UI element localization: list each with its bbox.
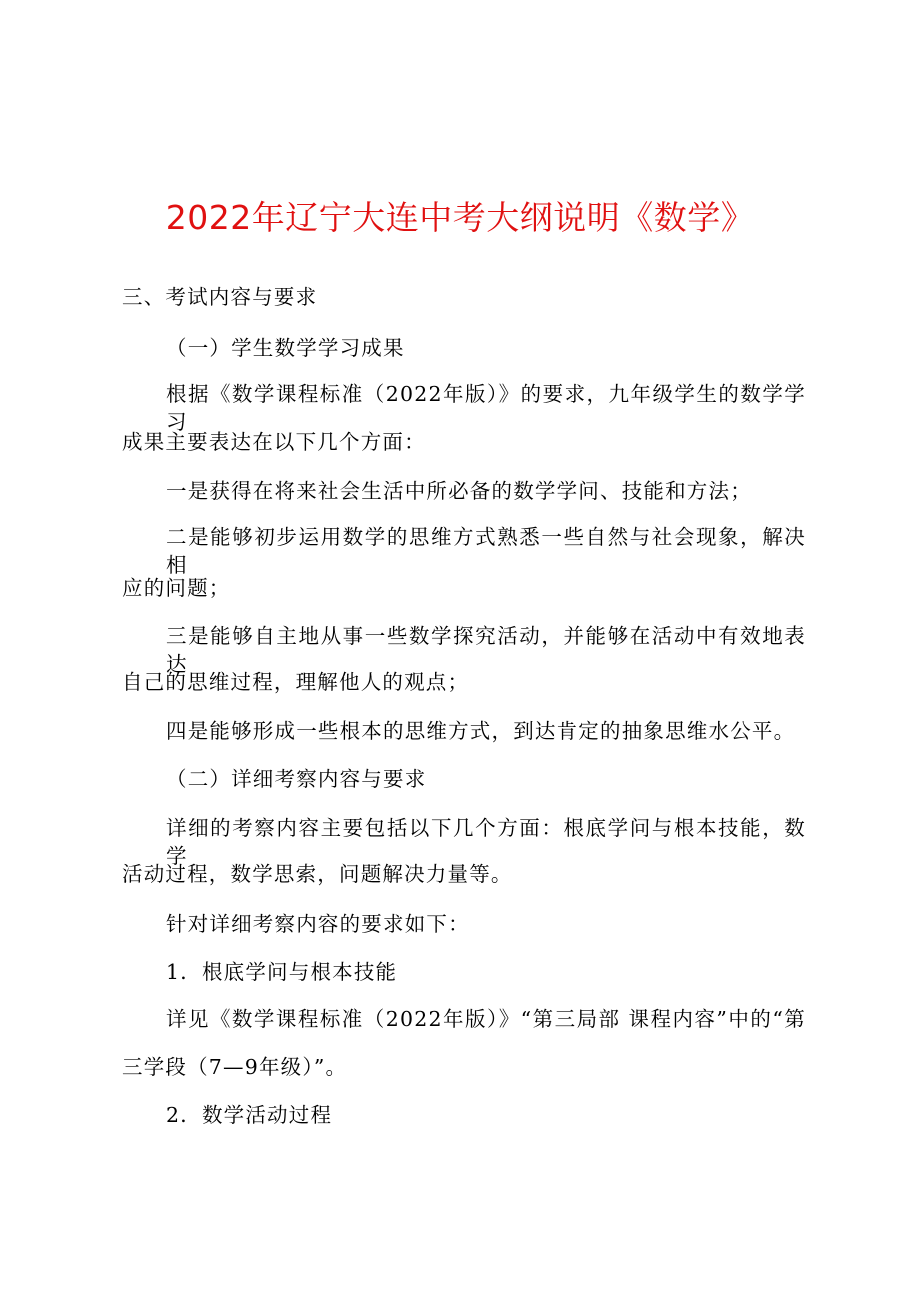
paragraph-line: 三学段（7—9年级）”。 <box>122 1055 348 1079</box>
paragraph-line: 四是能够形成一些根本的思维方式，到达肯定的抽象思维水公平。 <box>166 719 796 743</box>
paragraph-line: 应的问题； <box>122 576 231 600</box>
document-title: 2022年辽宁大连中考大纲说明《数学》 <box>165 198 755 237</box>
section-heading: 三、考试内容与要求 <box>122 285 318 309</box>
numbered-heading: 1．根底学问与根本技能 <box>166 960 398 984</box>
paragraph-line: 一是获得在将来社会生活中所必备的数学学问、技能和方法； <box>166 479 752 503</box>
paragraph-line: 成果主要表达在以下几个方面： <box>122 430 426 454</box>
paragraph-line: 活动过程，数学思索，问题解决力量等。 <box>122 862 513 886</box>
paragraph-line: 根据《数学课程标准（2022年版）》的要求，九年级学生的数学学习 <box>166 382 806 434</box>
paragraph-line: 针对详细考察内容的要求如下： <box>166 912 470 936</box>
paragraph-line: 二是能够初步运用数学的思维方式熟悉一些自然与社会现象，解决相 <box>166 525 806 577</box>
paragraph-line: 详细的考察内容主要包括以下几个方面：根底学问与根本技能，数学 <box>166 816 806 868</box>
paragraph-line: 三是能够自主地从事一些数学探究活动，并能够在活动中有效地表达 <box>166 624 806 676</box>
subsection-heading: （一）学生数学学习成果 <box>166 336 405 360</box>
paragraph-line: 详见《数学课程标准（2022年版）》“第三局部 课程内容”中的“第 <box>166 1007 806 1031</box>
subsection-heading: （二）详细考察内容与要求 <box>166 767 427 791</box>
numbered-heading: 2．数学活动过程 <box>166 1103 333 1127</box>
paragraph-line: 自己的思维过程，理解他人的观点； <box>122 670 470 694</box>
